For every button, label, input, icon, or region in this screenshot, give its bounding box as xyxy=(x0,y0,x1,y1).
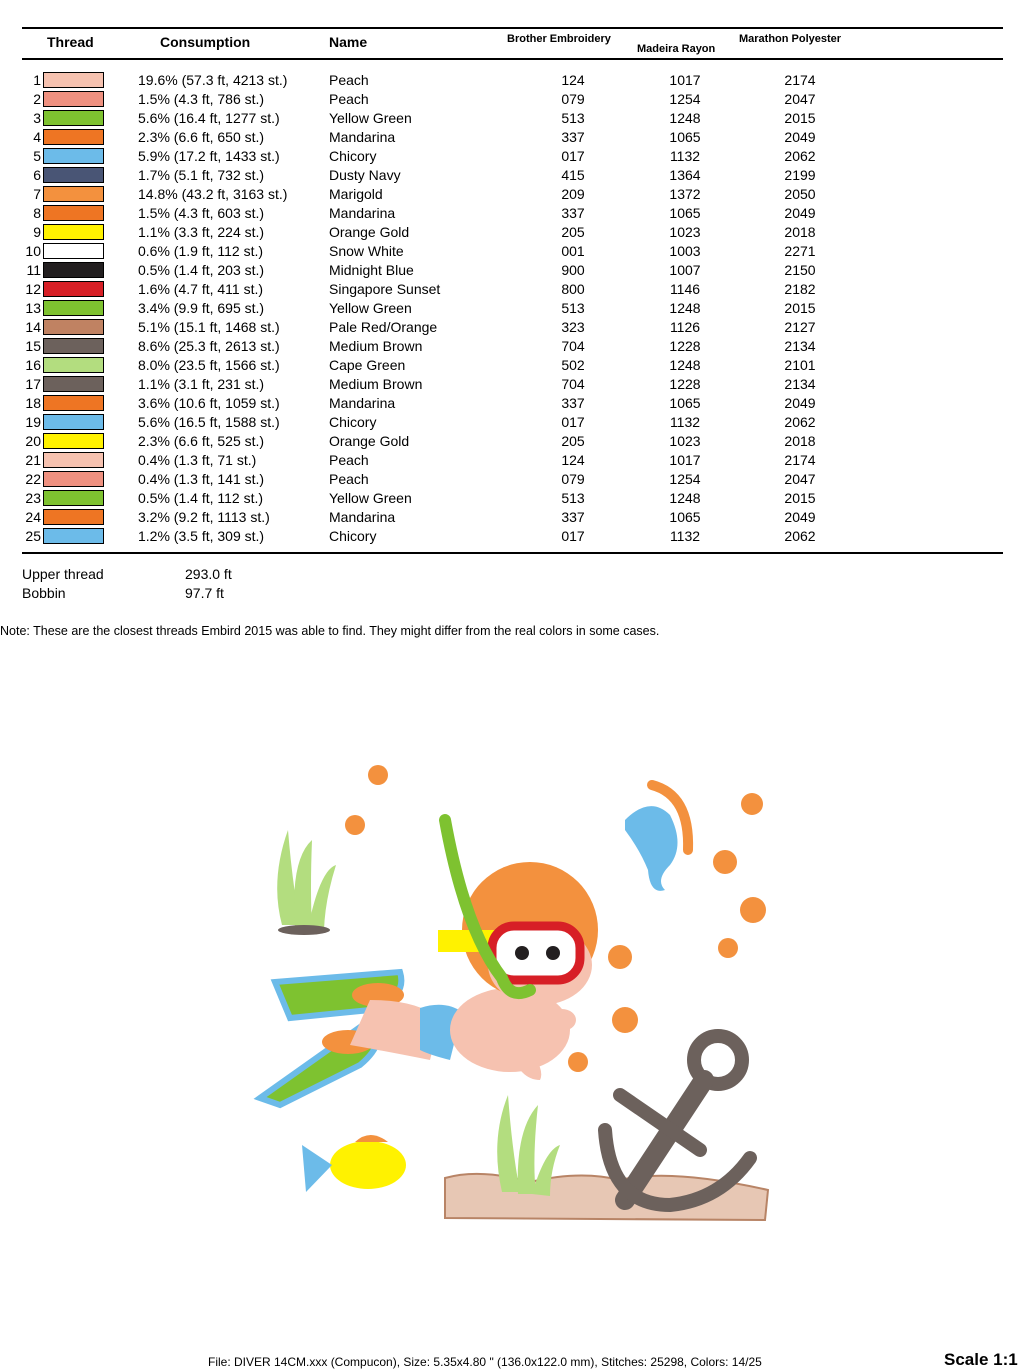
marathon-code-cell: 2199 xyxy=(784,167,816,183)
thread-name-cell: Chicory xyxy=(329,528,377,544)
brother-code-cell: 209 xyxy=(561,186,585,202)
embroidery-design-preview xyxy=(240,750,780,1230)
thread-name-cell: Mandarina xyxy=(329,509,396,525)
thread-name-cell: Cape Green xyxy=(329,357,406,373)
madeira-code-cell: 1228 xyxy=(669,376,701,392)
header-consumption: Consumption xyxy=(160,34,251,50)
thread-number: 3 xyxy=(33,110,41,126)
thread-number: 25 xyxy=(25,528,41,544)
thread-note: Note: These are the closest threads Embird 2015 was able to find. They might differ from the real colors in some cases. xyxy=(0,624,660,638)
consumption-cell: 0.5% (1.4 ft, 112 st.) xyxy=(138,490,264,506)
table-bottom-rule xyxy=(22,552,1003,554)
table-row xyxy=(0,355,1024,374)
thread-number: 11 xyxy=(26,262,41,278)
table-row xyxy=(0,70,1024,89)
color-swatch xyxy=(43,528,104,544)
thread-number: 5 xyxy=(33,148,41,164)
marathon-code-cell: 2049 xyxy=(784,509,816,525)
thread-number: 21 xyxy=(25,452,41,468)
header-marathon: Marathon Polyester xyxy=(739,33,842,45)
thread-name-cell: Peach xyxy=(329,72,369,88)
color-swatch xyxy=(43,281,104,297)
brother-code-cell: 079 xyxy=(561,471,585,487)
thread-name-cell: Yellow Green xyxy=(329,300,412,316)
consumption-cell: 1.5% (4.3 ft, 603 st.) xyxy=(138,205,265,221)
bobbin-label: Bobbin xyxy=(22,585,66,601)
diver-hand xyxy=(548,1009,576,1031)
brother-code-cell: 205 xyxy=(561,433,585,449)
thread-number: 8 xyxy=(33,205,41,221)
table-row xyxy=(0,89,1024,108)
thread-number: 23 xyxy=(25,490,41,506)
consumption-cell: 0.4% (1.3 ft, 71 st.) xyxy=(138,452,257,468)
madeira-code-cell: 1372 xyxy=(669,186,701,202)
header-brother: Brother Embroidery xyxy=(507,33,611,45)
table-row xyxy=(0,526,1024,545)
brother-code-cell: 337 xyxy=(561,129,585,145)
brother-code-cell: 704 xyxy=(561,338,585,354)
madeira-code-cell: 1248 xyxy=(669,490,701,506)
color-swatch xyxy=(43,243,104,259)
marathon-code-cell: 2047 xyxy=(784,91,816,107)
thread-name-cell: Orange Gold xyxy=(329,433,410,449)
thread-name-cell: Snow White xyxy=(329,243,404,259)
color-swatch xyxy=(43,72,104,88)
marathon-code-cell: 2015 xyxy=(784,490,816,506)
consumption-cell: 1.5% (4.3 ft, 786 st.) xyxy=(138,91,265,107)
consumption-cell: 1.7% (5.1 ft, 732 st.) xyxy=(138,167,265,183)
thread-name-cell: Mandarina xyxy=(329,129,396,145)
table-row xyxy=(0,412,1024,431)
color-swatch xyxy=(43,395,104,411)
consumption-cell: 3.6% (10.6 ft, 1059 st.) xyxy=(138,395,280,411)
table-row xyxy=(0,450,1024,469)
brother-code-cell: 337 xyxy=(561,395,585,411)
table-row xyxy=(0,336,1024,355)
thread-name-cell: Peach xyxy=(329,91,369,107)
marathon-code-cell: 2049 xyxy=(784,395,816,411)
table-row xyxy=(0,165,1024,184)
consumption-cell: 0.6% (1.9 ft, 112 st.) xyxy=(138,243,264,259)
brother-code-cell: 124 xyxy=(561,72,585,88)
table-row xyxy=(0,298,1024,317)
thread-name-cell: Peach xyxy=(329,452,369,468)
thread-number: 22 xyxy=(25,471,41,487)
madeira-code-cell: 1248 xyxy=(669,110,701,126)
thread-number: 19 xyxy=(25,414,41,430)
brother-code-cell: 502 xyxy=(561,357,585,373)
marathon-code-cell: 2182 xyxy=(784,281,816,297)
marathon-code-cell: 2018 xyxy=(784,433,816,449)
thread-number: 24 xyxy=(25,509,41,525)
table-top-rule xyxy=(22,27,1003,29)
madeira-code-cell: 1003 xyxy=(669,243,701,259)
color-swatch xyxy=(43,205,104,221)
marathon-code-cell: 2174 xyxy=(784,452,816,468)
marathon-code-cell: 2015 xyxy=(784,300,816,316)
madeira-code-cell: 1248 xyxy=(669,300,701,316)
table-row xyxy=(0,222,1024,241)
madeira-code-cell: 1228 xyxy=(669,338,701,354)
thread-name-cell: Midnight Blue xyxy=(329,262,414,278)
consumption-cell: 1.1% (3.1 ft, 231 st.) xyxy=(138,376,265,392)
thread-name-cell: Peach xyxy=(329,471,369,487)
consumption-cell: 8.6% (25.3 ft, 2613 st.) xyxy=(138,338,280,354)
marathon-code-cell: 2174 xyxy=(784,72,816,88)
color-swatch xyxy=(43,300,104,316)
consumption-cell: 0.5% (1.4 ft, 203 st.) xyxy=(138,262,265,278)
color-swatch xyxy=(43,148,104,164)
madeira-code-cell: 1065 xyxy=(669,509,701,525)
eye-right xyxy=(546,946,560,960)
consumption-cell: 1.1% (3.3 ft, 224 st.) xyxy=(138,224,265,240)
thread-number: 7 xyxy=(33,186,41,202)
thread-number: 16 xyxy=(25,357,41,373)
header-madeira: Madeira Rayon xyxy=(637,43,716,55)
color-swatch xyxy=(43,262,104,278)
madeira-code-cell: 1023 xyxy=(669,224,701,240)
bobbin-value: 97.7 ft xyxy=(185,585,224,601)
thread-number: 15 xyxy=(25,338,41,354)
marathon-code-cell: 2134 xyxy=(784,376,816,392)
thread-name-cell: Yellow Green xyxy=(329,110,412,126)
madeira-code-cell: 1065 xyxy=(669,205,701,221)
madeira-code-cell: 1364 xyxy=(669,167,701,183)
color-swatch xyxy=(43,338,104,354)
brother-code-cell: 017 xyxy=(561,414,585,430)
marathon-code-cell: 2015 xyxy=(784,110,816,126)
diving-mask xyxy=(492,926,580,980)
madeira-code-cell: 1017 xyxy=(669,452,701,468)
thread-number: 10 xyxy=(25,243,41,259)
brother-code-cell: 800 xyxy=(561,281,585,297)
madeira-code-cell: 1132 xyxy=(669,148,701,164)
consumption-cell: 5.1% (15.1 ft, 1468 st.) xyxy=(138,319,280,335)
table-row xyxy=(0,469,1024,488)
thread-number: 17 xyxy=(25,376,41,392)
thread-name-cell: Medium Brown xyxy=(329,338,423,354)
thread-name-cell: Mandarina xyxy=(329,205,396,221)
madeira-code-cell: 1254 xyxy=(669,91,701,107)
brother-code-cell: 205 xyxy=(561,224,585,240)
thread-number: 4 xyxy=(33,129,41,145)
table-row xyxy=(0,431,1024,450)
table-row xyxy=(0,279,1024,298)
table-row xyxy=(0,260,1024,279)
consumption-cell: 3.2% (9.2 ft, 1113 st.) xyxy=(138,509,270,525)
brother-code-cell: 704 xyxy=(561,376,585,392)
madeira-code-cell: 1065 xyxy=(669,129,701,145)
color-swatch xyxy=(43,414,104,430)
table-row xyxy=(0,108,1024,127)
madeira-code-cell: 1132 xyxy=(669,528,701,544)
marathon-code-cell: 2062 xyxy=(784,414,816,430)
marathon-code-cell: 2127 xyxy=(784,319,816,335)
thread-name-cell: Marigold xyxy=(329,186,383,202)
brother-code-cell: 415 xyxy=(561,167,585,183)
thread-name-cell: Chicory xyxy=(329,148,377,164)
table-row xyxy=(0,507,1024,526)
marathon-code-cell: 2134 xyxy=(784,338,816,354)
brother-code-cell: 017 xyxy=(561,528,585,544)
consumption-cell: 14.8% (43.2 ft, 3163 st.) xyxy=(138,186,288,202)
madeira-code-cell: 1146 xyxy=(669,281,701,297)
header-thread: Thread xyxy=(47,34,94,50)
marathon-code-cell: 2047 xyxy=(784,471,816,487)
header-bottom-rule xyxy=(22,58,1003,60)
thread-number: 12 xyxy=(25,281,41,297)
table-row xyxy=(0,488,1024,507)
thread-number: 6 xyxy=(33,167,41,183)
color-swatch xyxy=(43,91,104,107)
seaweed-left xyxy=(277,830,336,930)
color-swatch xyxy=(43,129,104,145)
thread-name-cell: Pale Red/Orange xyxy=(329,319,438,335)
consumption-cell: 2.3% (6.6 ft, 650 st.) xyxy=(138,129,265,145)
brother-code-cell: 513 xyxy=(561,490,585,506)
thread-number: 20 xyxy=(25,433,41,449)
marathon-code-cell: 2101 xyxy=(784,357,816,373)
marathon-code-cell: 2062 xyxy=(784,528,816,544)
thread-name-cell: Singapore Sunset xyxy=(329,281,441,297)
brother-code-cell: 513 xyxy=(561,300,585,316)
madeira-code-cell: 1065 xyxy=(669,395,701,411)
madeira-code-cell: 1017 xyxy=(669,72,701,88)
thread-name-cell: Dusty Navy xyxy=(329,167,401,183)
seahorse xyxy=(625,785,688,891)
thread-number: 9 xyxy=(33,224,41,240)
marathon-code-cell: 2018 xyxy=(784,224,816,240)
marathon-code-cell: 2049 xyxy=(784,129,816,145)
color-swatch xyxy=(43,110,104,126)
table-row xyxy=(0,184,1024,203)
brother-code-cell: 513 xyxy=(561,110,585,126)
color-swatch xyxy=(43,433,104,449)
thread-name-cell: Medium Brown xyxy=(329,376,423,392)
color-swatch xyxy=(43,319,104,335)
thread-number: 13 xyxy=(25,300,41,316)
thread-name-cell: Yellow Green xyxy=(329,490,412,506)
table-row xyxy=(0,393,1024,412)
brother-code-cell: 001 xyxy=(561,243,585,259)
brother-code-cell: 079 xyxy=(561,91,585,107)
brother-code-cell: 900 xyxy=(561,262,585,278)
color-swatch xyxy=(43,167,104,183)
table-row xyxy=(0,203,1024,222)
thread-name-cell: Mandarina xyxy=(329,395,396,411)
color-swatch xyxy=(43,357,104,373)
upper-thread-label: Upper thread xyxy=(22,566,104,582)
color-swatch xyxy=(43,186,104,202)
thread-number: 1 xyxy=(33,72,41,88)
color-swatch xyxy=(43,224,104,240)
madeira-code-cell: 1007 xyxy=(669,262,701,278)
brother-code-cell: 017 xyxy=(561,148,585,164)
table-row xyxy=(0,127,1024,146)
color-swatch xyxy=(43,490,104,506)
table-row xyxy=(0,317,1024,336)
upper-thread-value: 293.0 ft xyxy=(185,566,232,582)
consumption-cell: 1.6% (4.7 ft, 411 st.) xyxy=(138,281,264,297)
color-swatch xyxy=(43,452,104,468)
marathon-code-cell: 2062 xyxy=(784,148,816,164)
consumption-cell: 5.6% (16.5 ft, 1588 st.) xyxy=(138,414,280,430)
brother-code-cell: 337 xyxy=(561,205,585,221)
brother-code-cell: 337 xyxy=(561,509,585,525)
file-info: File: DIVER 14CM.xxx (Compucon), Size: 5.35x4.80 " (136.0x122.0 mm), Stitches: 25298, Colors: 14/25 xyxy=(208,1355,762,1369)
marathon-code-cell: 2049 xyxy=(784,205,816,221)
madeira-code-cell: 1248 xyxy=(669,357,701,373)
thread-number: 18 xyxy=(25,395,41,411)
consumption-cell: 5.6% (16.4 ft, 1277 st.) xyxy=(138,110,280,126)
thread-name-cell: Chicory xyxy=(329,414,377,430)
table-row xyxy=(0,374,1024,393)
fish xyxy=(302,1135,406,1192)
madeira-code-cell: 1023 xyxy=(669,433,701,449)
madeira-code-cell: 1254 xyxy=(669,471,701,487)
header-name: Name xyxy=(329,34,368,50)
marathon-code-cell: 2050 xyxy=(784,186,816,202)
color-swatch xyxy=(43,471,104,487)
thread-name-cell: Orange Gold xyxy=(329,224,410,240)
madeira-code-cell: 1132 xyxy=(669,414,701,430)
brother-code-cell: 124 xyxy=(561,452,585,468)
seaweed-left-base xyxy=(278,925,330,935)
consumption-cell: 0.4% (1.3 ft, 141 st.) xyxy=(138,471,265,487)
color-swatch xyxy=(43,376,104,392)
marathon-code-cell: 2150 xyxy=(784,262,816,278)
consumption-cell: 2.3% (6.6 ft, 525 st.) xyxy=(138,433,265,449)
madeira-code-cell: 1126 xyxy=(669,319,701,335)
eye-left xyxy=(515,946,529,960)
thread-number: 14 xyxy=(25,319,41,335)
scale-label: Scale 1:1 xyxy=(944,1350,1018,1369)
consumption-cell: 1.2% (3.5 ft, 309 st.) xyxy=(138,528,265,544)
table-row xyxy=(0,241,1024,260)
table-row xyxy=(0,146,1024,165)
consumption-cell: 19.6% (57.3 ft, 4213 st.) xyxy=(138,72,288,88)
consumption-cell: 3.4% (9.9 ft, 695 st.) xyxy=(138,300,265,316)
color-swatch xyxy=(43,509,104,525)
brother-code-cell: 323 xyxy=(561,319,585,335)
consumption-cell: 8.0% (23.5 ft, 1566 st.) xyxy=(138,357,280,373)
thread-number: 2 xyxy=(33,91,41,107)
seaweed-middle xyxy=(497,1095,560,1196)
consumption-cell: 5.9% (17.2 ft, 1433 st.) xyxy=(138,148,280,164)
marathon-code-cell: 2271 xyxy=(784,243,816,259)
